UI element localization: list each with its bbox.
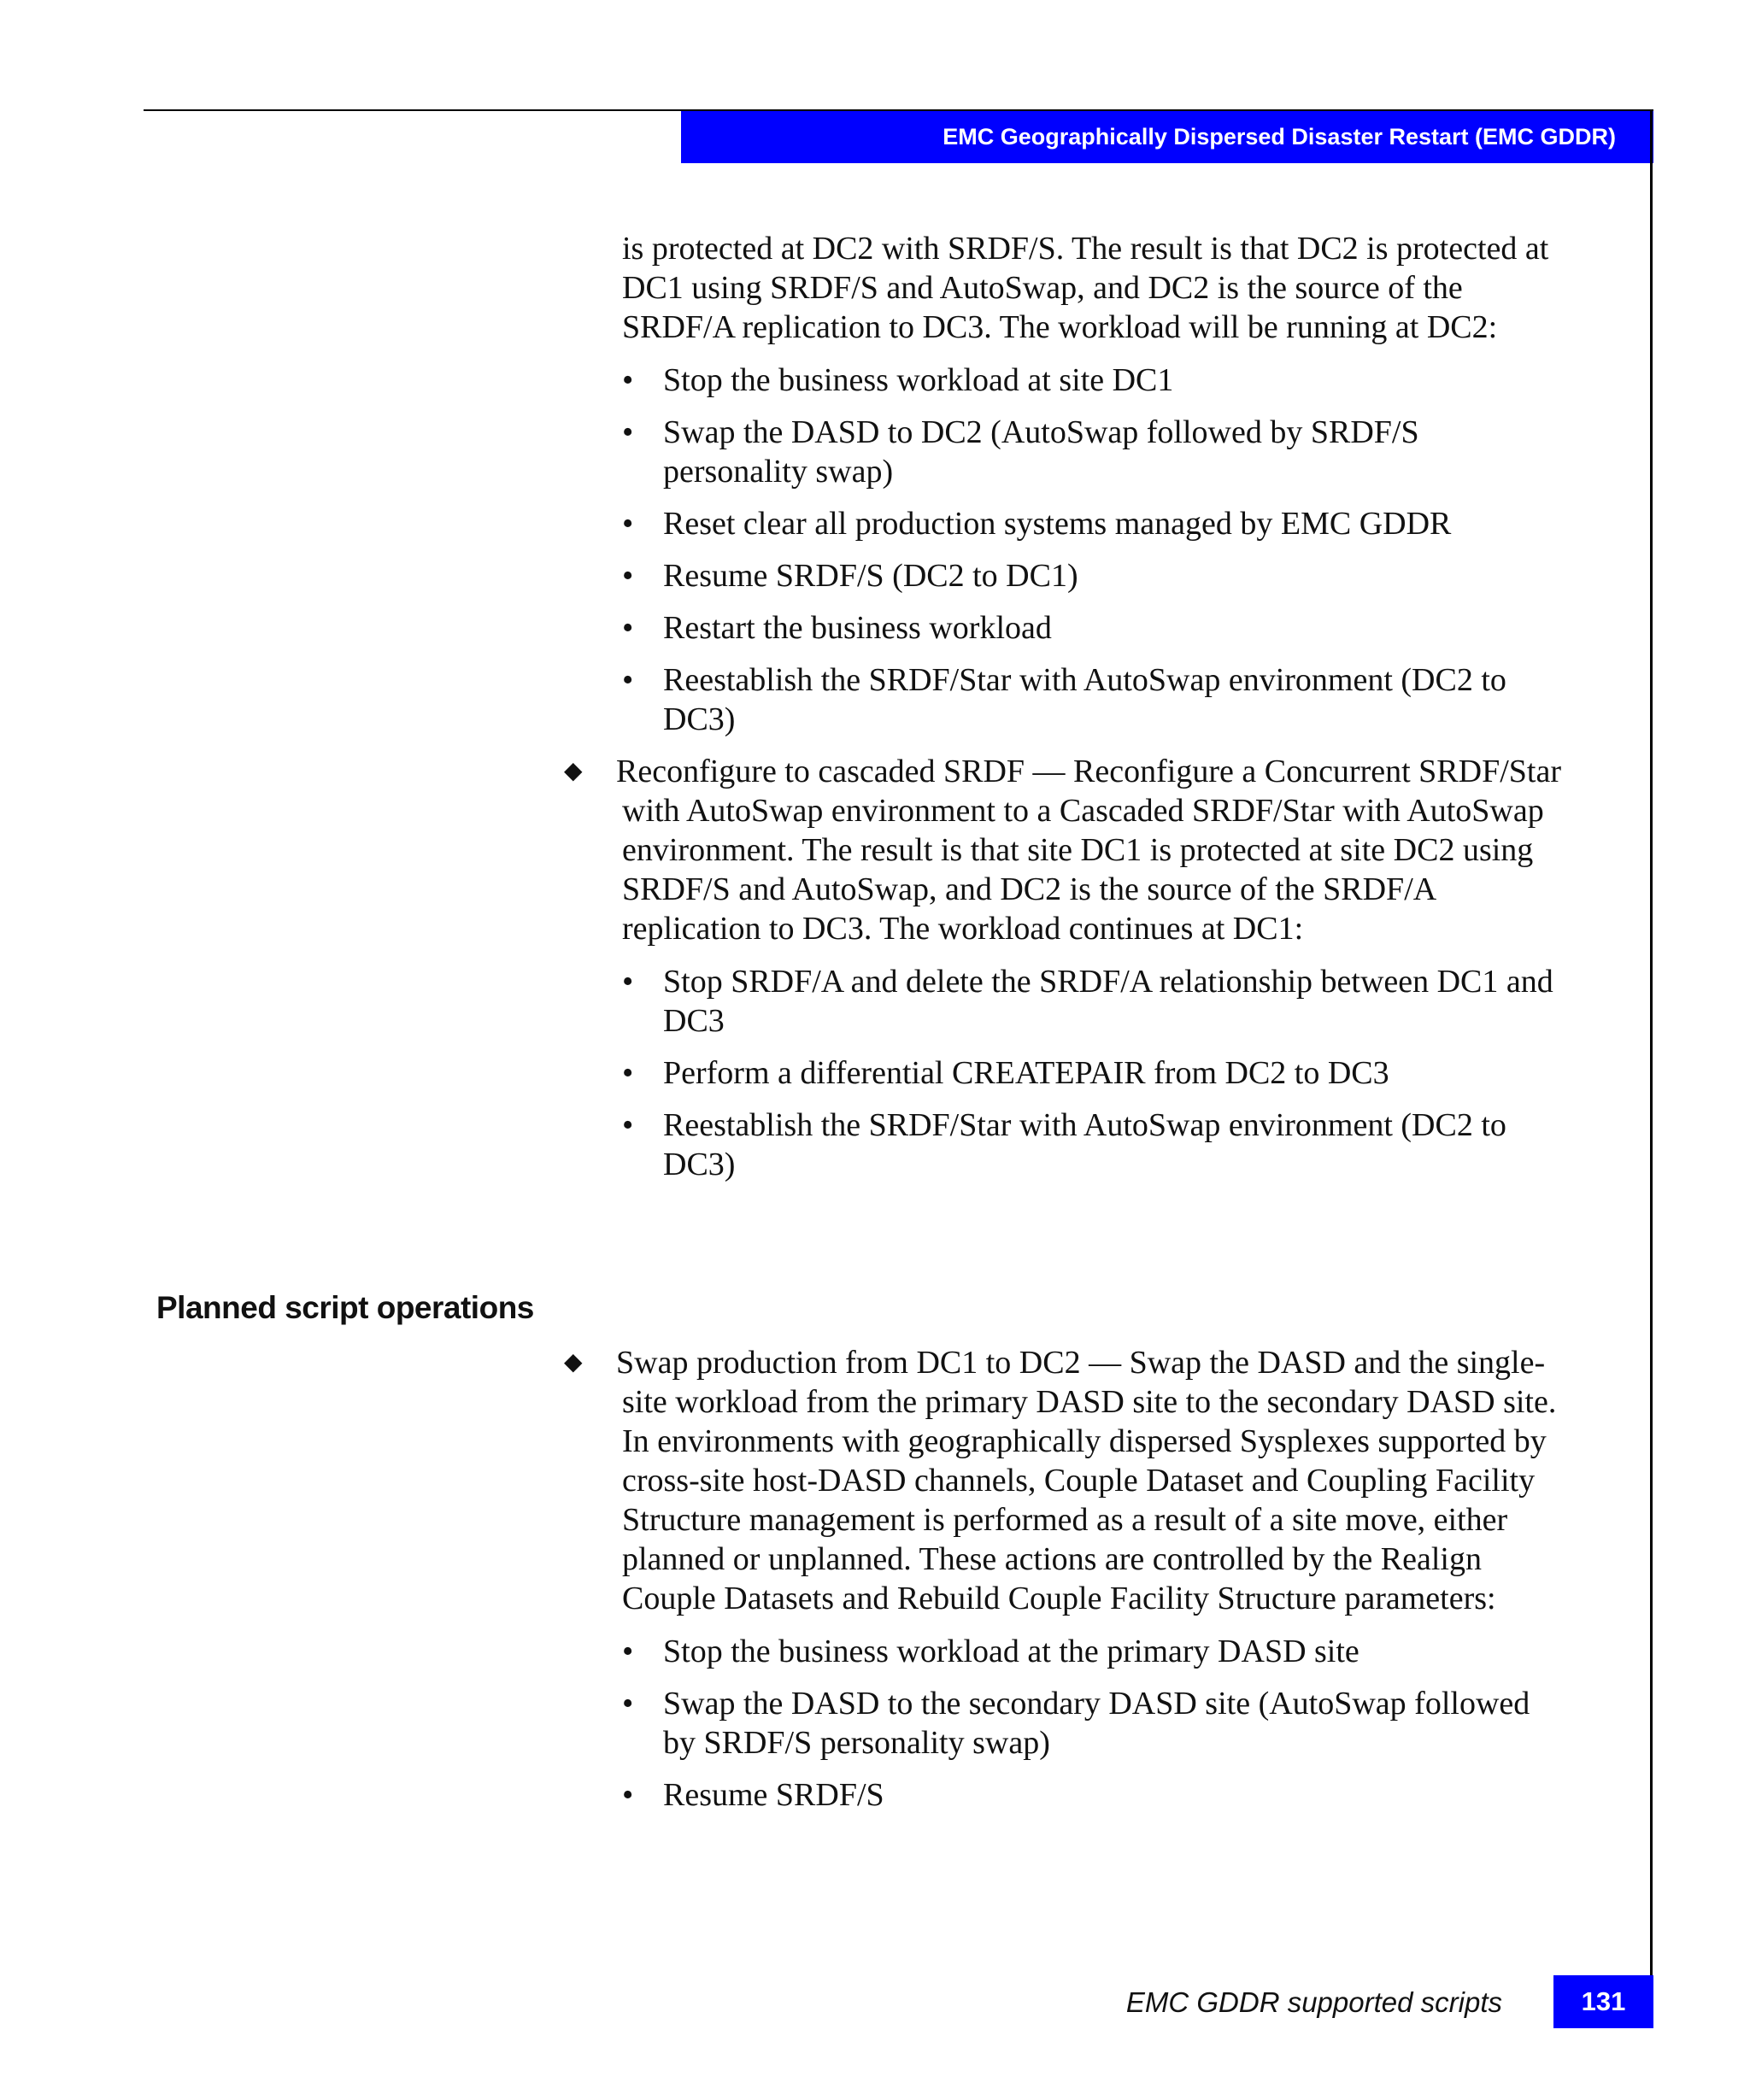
section-heading: Planned script operations xyxy=(156,1290,534,1325)
swap-item xyxy=(564,1343,1562,1815)
list-item: • Reestablish the SRDF/Star with AutoSwap environment (DC2 to DC3) xyxy=(622,1106,1562,1184)
list-item: • Swap the DASD to DC2 (AutoSwap followed by SRDF/S personality swap) xyxy=(622,413,1562,491)
page-number: 131 xyxy=(1553,1975,1653,2028)
page-right-rule xyxy=(1650,111,1653,2028)
list-item: • Stop SRDF/A and delete the SRDF/A relationship between DC1 and DC3 xyxy=(622,962,1562,1041)
list-item: • Perform a differential CREATEPAIR from DC2 to DC3 xyxy=(622,1053,1562,1093)
list-item: • Reestablish the SRDF/Star with AutoSwap environment (DC2 to DC3) xyxy=(622,660,1562,739)
list-item: • Restart the business workload xyxy=(622,608,1562,648)
reconfigure-paragraph: Reconfigure to cascaded SRDF — Reconfigure a Concurrent SRDF/Star with AutoSwap environment to a Cascaded SRDF/Star with AutoSwap environment. The result is that site DC1 is protected at site DC2 using SRDF/S and AutoSwap, and DC2 is the source of the SRDF/A replication to DC3. The workload continues at DC1: xyxy=(616,754,1561,947)
intro-bullet-list xyxy=(622,361,1562,739)
list-item: • Resume SRDF/S xyxy=(622,1775,1562,1815)
list-item: • Swap the DASD to the secondary DASD site (AutoSwap followed by SRDF/S personality swap) xyxy=(622,1684,1562,1763)
main-content-top xyxy=(564,229,1562,1197)
intro-paragraph: is protected at DC2 with SRDF/S. The result is that DC2 is protected at DC1 using SRDF/S and AutoSwap, and DC2 is the source of the SRDF/A replication to DC3. The workload will be running at DC2: xyxy=(622,231,1549,345)
diamond-bullet-icon: ◆ xyxy=(564,1349,583,1376)
diamond-bullet-icon: ◆ xyxy=(564,758,583,784)
list-item: • Stop the business workload at site DC1 xyxy=(622,361,1562,400)
reconfigure-item xyxy=(564,752,1562,1184)
main-content-bottom xyxy=(564,1343,1562,1827)
list-item: • Resume SRDF/S (DC2 to DC1) xyxy=(622,556,1562,595)
swap-paragraph: Swap production from DC1 to DC2 — Swap the DASD and the single-site workload from the primary DASD site to the secondary DASD site. In environments with geographically dispersed Sysplexes supported by cross-site host-DASD channels, Couple Dataset and Coupling Facility Structure management is performed as a result of a site move, either planned or unplanned. These actions are controlled by the Realign Couple Datasets and Rebuild Couple Facility Structure parameters: xyxy=(616,1345,1557,1616)
running-header xyxy=(681,111,1653,163)
swap-bullet-list xyxy=(622,1632,1562,1815)
list-item: • Reset clear all production systems managed by EMC GDDR xyxy=(622,504,1562,543)
reconfigure-bullet-list xyxy=(622,962,1562,1184)
footer-label: EMC GDDR supported scripts xyxy=(1125,1986,1502,2018)
running-header-title: EMC Geographically Dispersed Disaster Restart (EMC GDDR) xyxy=(943,124,1616,150)
list-item: • Stop the business workload at the primary DASD site xyxy=(622,1632,1562,1671)
